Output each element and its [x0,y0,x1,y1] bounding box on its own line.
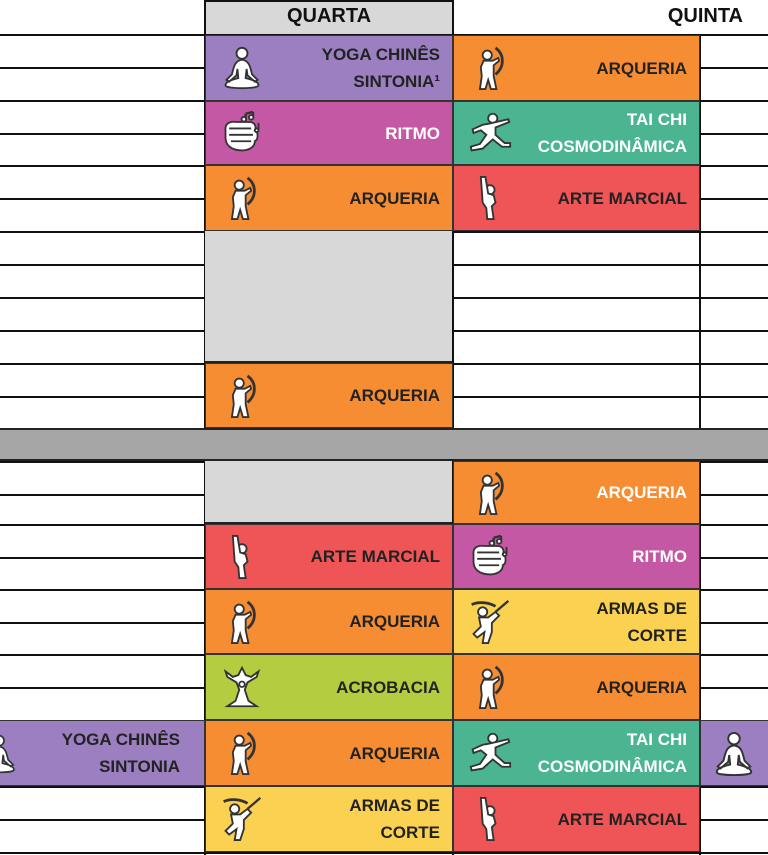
empty-slot [205,231,452,363]
class-yoga-wednesday[interactable] [205,35,453,101]
class-label: ARTE MARCIAL [557,188,687,208]
class-armas-thursday[interactable] [453,589,700,654]
kick-icon [468,794,512,844]
archer-icon [220,371,264,421]
class-label-line1: TAI CHI [626,730,687,749]
acrobat-icon [220,662,264,712]
class-label-line2: SINTONIA [99,757,180,776]
class-arqueria-wednesday[interactable] [205,165,453,231]
meditation-icon [711,729,757,779]
class-label: ARQUERIA [349,386,440,405]
class-arte-marcial-thursday[interactable] [453,786,700,852]
class-yoga-friday[interactable] [700,720,768,786]
archer-icon [468,468,512,518]
kick-icon [468,173,512,223]
class-label: ARQUERIA [596,677,687,697]
class-label: ARQUERIA [596,483,687,502]
meditation-icon [220,43,264,93]
class-label: ARQUERIA [596,58,687,78]
fist-music-icon [220,108,264,158]
class-label: RITMO [632,547,687,566]
class-label: ARTE MARCIAL [557,809,687,829]
class-arqueria-thursday[interactable] [453,35,700,101]
class-label-line1: ARMAS DE [349,796,440,815]
archer-icon [220,173,264,223]
archer-icon [468,662,512,712]
meditation-icon [0,729,19,779]
class-yoga-tuesday[interactable] [0,720,205,786]
class-arqueria-wednesday[interactable] [205,720,453,786]
archer-icon [220,728,264,778]
sword-fighter-icon [220,794,264,844]
class-label-line2: SINTONIA¹ [353,72,440,91]
class-arqueria-wednesday[interactable] [205,363,453,428]
class-armas-wednesday[interactable] [205,786,453,852]
archer-icon [468,43,512,93]
class-arqueria-thursday[interactable] [453,654,700,720]
class-label-line2: COSMODINÂMICA [537,137,687,156]
class-label-line2: COSMODINÂMICA [537,757,687,776]
grid-vline-top [204,0,453,2]
empty-slot [205,461,452,524]
header-wednesday: QUARTA [286,5,372,27]
class-label: ARQUERIA [349,743,440,763]
class-taichi-thursday[interactable] [453,101,700,165]
sword-fighter-icon [468,597,512,647]
class-arqueria-thursday[interactable] [453,461,700,524]
taichi-icon [468,108,512,158]
class-label: ARQUERIA [349,188,440,208]
grid-hline [0,852,768,854]
class-taichi-thursday[interactable] [453,720,700,786]
archer-icon [220,597,264,647]
class-label-line1: ARMAS DE [596,598,687,618]
class-arte-marcial-thursday[interactable] [453,165,700,231]
class-label: ARQUERIA [349,612,440,631]
class-label-line2: CORTE [627,625,687,645]
class-label: ARTE MARCIAL [310,547,440,566]
fist-music-icon [468,532,512,582]
class-ritmo-thursday[interactable] [453,524,700,589]
class-arte-marcial-wednesday[interactable] [205,524,453,589]
header-thursday: QUINTA [667,5,743,27]
break-bar [0,428,768,461]
kick-icon [220,532,264,582]
class-label: RITMO [385,123,440,143]
taichi-icon [468,728,512,778]
class-label-line2: CORTE [380,823,440,842]
class-ritmo-wednesday[interactable] [205,101,453,165]
class-label: ACROBACIA [336,677,440,697]
class-label-line1: YOGA CHINÊS [321,45,440,64]
class-acrobacia-wednesday[interactable] [205,654,453,720]
class-arqueria-wednesday[interactable] [205,589,453,654]
class-label-line1: TAI CHI [626,110,687,129]
class-label-line1: YOGA CHINÊS [61,730,180,749]
